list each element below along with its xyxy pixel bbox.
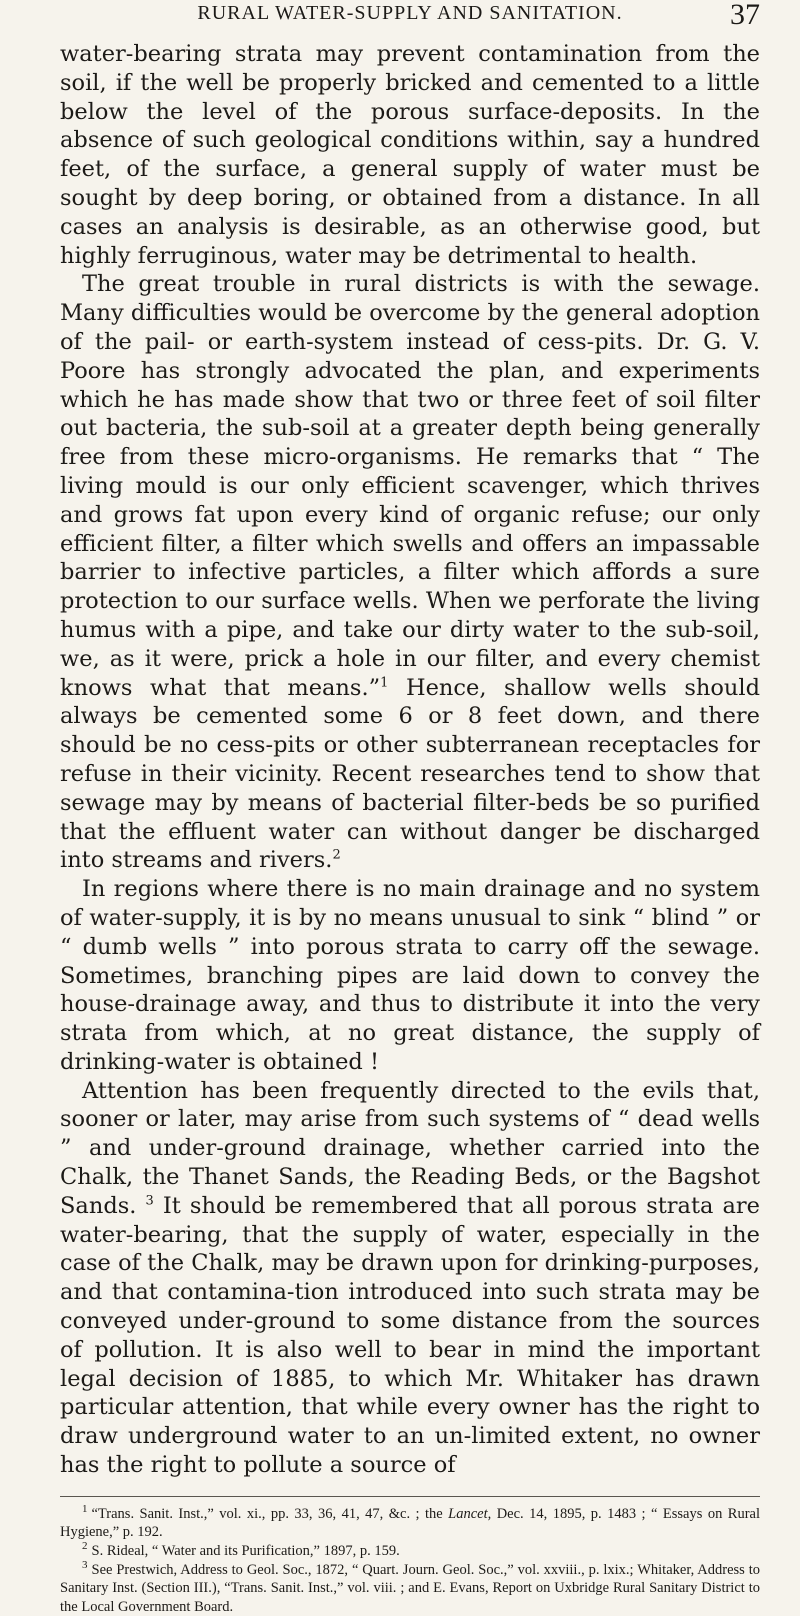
- paragraph-text: Attention has been frequently directed to the evils that, sooner or later, may arise from such systems of “ dead wells ” and under-ground drainage, whether carried into the Chalk, the Thanet Sands, the Reading Beds, or the Bagshot Sands.: [60, 1077, 760, 1219]
- footnote-number: 2: [82, 1540, 88, 1553]
- paragraph: [60, 270, 760, 875]
- page-number: 37: [730, 0, 760, 31]
- footnote-text: Dec. 14, 1895, p. 1483 ; “ Essays on Rural Hygiene,” p. 192.: [60, 1505, 760, 1541]
- footnote-text: “Trans. Sanit. Inst.,” vol. xi., pp. 33, 36, 41, 47, &c. ; the: [91, 1505, 449, 1522]
- running-title: RURAL WATER-SUPPLY AND SANITATION.: [197, 2, 623, 24]
- footnote-ref: 2: [332, 847, 341, 863]
- paragraph: [60, 1077, 760, 1480]
- paragraph-text: The great trouble in rural districts is with the sewage. Many difficulties would be overcome by the general adoption of the pail- or earth-system instead of cess-pits. Dr. G. V. Poore has strongly advocated the plan, and experiments which he has made show that two or three feet of soil filter out bacteria, the sub-soil at a greater depth being generally free from these micro-organisms. He remarks that “ The living mould is our only efficient scavenger, which thrives and grows fat upon every kind of organic refuse; our only efficient filter, a filter which swells and offers an impassable barrier to infective particles, a filter which affords a sure protection to our surface wells. When we perforate the living humus with a pipe, and take our dirty water to the sub-soil, we, as it were, prick a hole in our filter, and every chemist knows what that means.”: [60, 271, 760, 701]
- paragraph-text: It should be remembered that all porous strata are water-bearing, that the supply of water, especially in the case of the Chalk, may be drawn upon for drinking-purposes, and that contamina-tion introduced into such strata may be conveyed under-ground to some distance from the sources of pollution. It is also well to bear in mind the important legal decision of 1885, to which Mr. Whitaker has drawn particular attention, that while every owner has the right to draw underground water to an un-limited extent, no owner has the right to pollute a source of: [60, 1192, 760, 1479]
- footnote-text: S. Rideal, “ Water and its Purification,” 1897, p. 159.: [91, 1543, 400, 1560]
- footnote-number: 3: [82, 1558, 88, 1571]
- paragraph-text: water-bearing strata may prevent contamination from the soil, if the well be properly bricked and cemented to a little below the level of the porous surface-deposits. In the absence of such geological conditions within, say a hundred feet, of the surface, a general supply of water must be sought by deep boring, or obtained from a distance. In all cases an analysis is desirable, as an otherwise good, but highly ferruginous, water may be detrimental to health.: [60, 41, 760, 269]
- footnote-italic: Lancet,: [448, 1505, 492, 1522]
- paragraph-text: Hence, shallow wells should always be cemented some 6 or 8 feet down, and there should be no cess-pits or other subterranean receptacles for refuse in their vicinity. Recent researches tend to show that sewage may by means of bacterial filter-beds be so purified that the effluent water can without danger be discharged into streams and rivers.: [60, 674, 760, 874]
- body-text: [60, 40, 760, 1480]
- footnote: [60, 1542, 760, 1561]
- footnote: [60, 1505, 760, 1542]
- paragraph: [60, 875, 760, 1077]
- footnote-ref: 3: [145, 1193, 154, 1209]
- paragraph: [60, 40, 760, 270]
- footnote-text: See Prestwich, Address to Geol. Soc., 1872, “ Quart. Journ. Geol. Soc.,” vol. xxviii., p. lxix.; Whitaker, Address to Sanitary Inst. (Section III.), “Trans. Sanit. Inst.,” vol. viii. ; and E. Evans, Report on Uxbridge Rural Sanitary District to the Local Government Board.: [60, 1561, 760, 1615]
- footnote-ref: 1: [380, 675, 389, 691]
- footnotes: [60, 1505, 760, 1616]
- footnote: [60, 1558, 760, 1616]
- footnote-number: 1: [82, 1503, 88, 1516]
- footnote-rule: [60, 1496, 760, 1497]
- running-head: [60, 0, 760, 36]
- paragraph-text: In regions where there is no main drainage and no system of water-supply, it is by no means unusual to sink “ blind ” or “ dumb wells ” into porous strata to carry off the sewage. Sometimes, branching pipes are laid down to convey the house-drainage away, and thus to distribute it into the very strata from which, at no great distance, the supply of drinking-water is obtained !: [60, 876, 760, 1075]
